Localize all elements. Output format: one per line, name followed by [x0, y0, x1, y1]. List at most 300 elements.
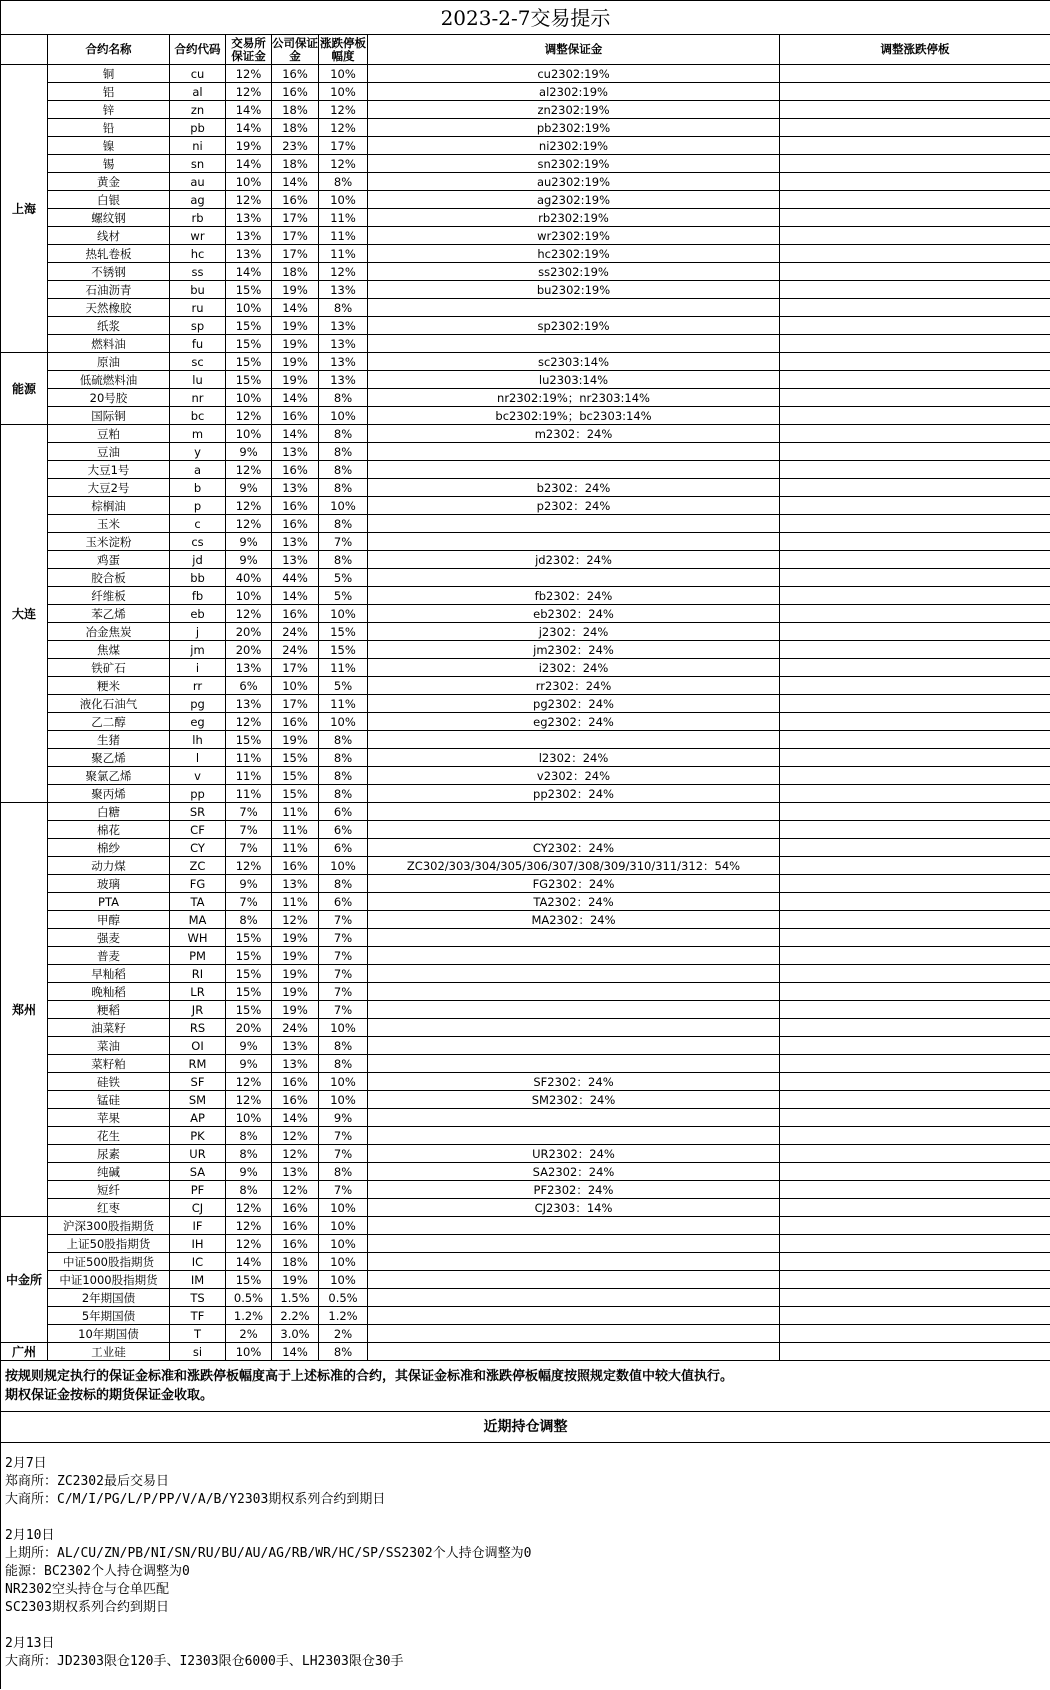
adjust-margin: [368, 947, 780, 965]
adjust-margin: TA2302：24%: [368, 893, 780, 911]
contract-code: WH: [170, 929, 226, 947]
table-row: [1, 875, 1050, 893]
table-row: [1, 749, 1050, 767]
exchange-margin: 12%: [226, 1235, 272, 1253]
adjust-margin: [368, 1253, 780, 1271]
company-margin: 14%: [272, 1109, 319, 1127]
exchange-margin: 10%: [226, 173, 272, 191]
contract-code: RM: [170, 1055, 226, 1073]
table-row: [1, 1181, 1050, 1199]
adjust-margin: sc2303:14%: [368, 353, 780, 371]
limit-range: 10%: [319, 1199, 368, 1217]
limit-range: 6%: [319, 893, 368, 911]
contract-code: SF: [170, 1073, 226, 1091]
company-margin: 1.5%: [272, 1289, 319, 1307]
exchange-margin: 9%: [226, 875, 272, 893]
limit-range: 13%: [319, 353, 368, 371]
exchange-margin: 8%: [226, 911, 272, 929]
exchange-margin: 7%: [226, 803, 272, 821]
table-row: [1, 1055, 1050, 1073]
adjust-limit: [780, 1091, 1050, 1109]
adjust-margin: pg2302：24%: [368, 695, 780, 713]
exchange-margin: 7%: [226, 893, 272, 911]
adjust-margin: zn2302:19%: [368, 101, 780, 119]
contract-code: eb: [170, 605, 226, 623]
table-row: [1, 1253, 1050, 1271]
limit-range: 5%: [319, 677, 368, 695]
table-row: [1, 533, 1050, 551]
exchange-margin: 9%: [226, 479, 272, 497]
table-row: [1, 1127, 1050, 1145]
exchange-margin: 12%: [226, 515, 272, 533]
contract-code: PK: [170, 1127, 226, 1145]
adjust-margin: SF2302：24%: [368, 1073, 780, 1091]
contract-code: eg: [170, 713, 226, 731]
adjust-limit: [780, 371, 1050, 389]
limit-range: 6%: [319, 821, 368, 839]
company-margin: 19%: [272, 929, 319, 947]
contract-code: zn: [170, 101, 226, 119]
contract-name: 红枣: [48, 1199, 170, 1217]
contract-code: a: [170, 461, 226, 479]
table-row: [1, 1217, 1050, 1235]
table-row: [1, 425, 1050, 443]
exchange-margin: 12%: [226, 605, 272, 623]
contract-name: 热轧卷板: [48, 245, 170, 263]
limit-range: 12%: [319, 101, 368, 119]
contract-code: i: [170, 659, 226, 677]
limit-range: 5%: [319, 569, 368, 587]
company-margin: 23%: [272, 137, 319, 155]
contract-name: 铝: [48, 83, 170, 101]
adjust-limit: [780, 875, 1050, 893]
adjust-limit: [780, 173, 1050, 191]
company-margin: 16%: [272, 65, 319, 83]
limit-range: 10%: [319, 605, 368, 623]
contract-code: pp: [170, 785, 226, 803]
contract-name: 原油: [48, 353, 170, 371]
adjust-margin: nr2302:19%；nr2303:14%: [368, 389, 780, 407]
contract-code: p: [170, 497, 226, 515]
contract-code: MA: [170, 911, 226, 929]
contract-name: 玉米: [48, 515, 170, 533]
company-margin: 16%: [272, 1235, 319, 1253]
contract-name: 黄金: [48, 173, 170, 191]
contract-name: 焦煤: [48, 641, 170, 659]
contract-code: TS: [170, 1289, 226, 1307]
adjust-margin: CY2302：24%: [368, 839, 780, 857]
contract-name: 聚氯乙烯: [48, 767, 170, 785]
exchange-margin: 11%: [226, 749, 272, 767]
contract-code: m: [170, 425, 226, 443]
contract-code: v: [170, 767, 226, 785]
company-margin: 15%: [272, 785, 319, 803]
company-margin: 11%: [272, 839, 319, 857]
exchange-margin: 0.5%: [226, 1289, 272, 1307]
company-margin: 15%: [272, 749, 319, 767]
exchange-margin: 10%: [226, 1343, 272, 1361]
contract-name: 强麦: [48, 929, 170, 947]
limit-range: 11%: [319, 245, 368, 263]
adjust-margin: v2302：24%: [368, 767, 780, 785]
table-row: [1, 1289, 1050, 1307]
contract-code: au: [170, 173, 226, 191]
company-margin: 18%: [272, 101, 319, 119]
exchange-margin: 8%: [226, 1145, 272, 1163]
contract-name: 2年期国债: [48, 1289, 170, 1307]
exchange-margin: 15%: [226, 353, 272, 371]
adjust-limit: [780, 1037, 1050, 1055]
adjust-margin: b2302：24%: [368, 479, 780, 497]
contract-name: 玻璃: [48, 875, 170, 893]
company-margin: 17%: [272, 227, 319, 245]
contract-code: AP: [170, 1109, 226, 1127]
contract-code: ag: [170, 191, 226, 209]
adjust-margin: SM2302：24%: [368, 1091, 780, 1109]
adjust-limit: [780, 1001, 1050, 1019]
header-exchange: [1, 35, 48, 65]
company-margin: 14%: [272, 425, 319, 443]
company-margin: 2.2%: [272, 1307, 319, 1325]
exchange-margin: 12%: [226, 1199, 272, 1217]
recent-line: 大商所：JD2303限仓120手、I2303限仓6000手、LH2303限仓30手: [5, 1654, 404, 1669]
contract-name: 短纤: [48, 1181, 170, 1199]
limit-range: 7%: [319, 1127, 368, 1145]
adjust-limit: [780, 1235, 1050, 1253]
limit-range: 10%: [319, 191, 368, 209]
adjust-margin: [368, 1055, 780, 1073]
company-margin: 16%: [272, 857, 319, 875]
adjust-margin: l2302：24%: [368, 749, 780, 767]
exchange-margin: 14%: [226, 155, 272, 173]
table-row: [1, 551, 1050, 569]
exchange-margin: 12%: [226, 65, 272, 83]
contract-name: 工业硅: [48, 1343, 170, 1361]
adjust-limit: [780, 353, 1050, 371]
table-row: [1, 1037, 1050, 1055]
exchange-margin: 13%: [226, 245, 272, 263]
contract-name: 豆粕: [48, 425, 170, 443]
contract-code: sn: [170, 155, 226, 173]
adjust-margin: [368, 461, 780, 479]
adjust-margin: fb2302：24%: [368, 587, 780, 605]
company-margin: 16%: [272, 191, 319, 209]
contract-code: cu: [170, 65, 226, 83]
adjust-margin: p2302：24%: [368, 497, 780, 515]
adjust-margin: [368, 1343, 780, 1361]
table-row: [1, 713, 1050, 731]
table-row: [1, 281, 1050, 299]
adjust-limit: [780, 1271, 1050, 1289]
contract-code: IC: [170, 1253, 226, 1271]
adjust-limit: [780, 965, 1050, 983]
adjust-limit: [780, 1325, 1050, 1343]
contract-name: 菜油: [48, 1037, 170, 1055]
exchange-margin: 12%: [226, 1217, 272, 1235]
table-row: [1, 1073, 1050, 1091]
contract-name: 液化石油气: [48, 695, 170, 713]
table-row: [1, 947, 1050, 965]
adjust-limit: [780, 1163, 1050, 1181]
table-row: [1, 263, 1050, 281]
contract-name: 粳稻: [48, 1001, 170, 1019]
adjust-margin: i2302：24%: [368, 659, 780, 677]
contract-name: PTA: [48, 893, 170, 911]
exchange-margin: 14%: [226, 101, 272, 119]
adjust-margin: [368, 1109, 780, 1127]
limit-range: 6%: [319, 839, 368, 857]
limit-range: 8%: [319, 1163, 368, 1181]
limit-range: 8%: [319, 749, 368, 767]
adjust-limit: [780, 389, 1050, 407]
company-margin: 17%: [272, 245, 319, 263]
adjust-margin: [368, 1271, 780, 1289]
contract-name: 10年期国债: [48, 1325, 170, 1343]
table-row: [1, 497, 1050, 515]
table-row: [1, 191, 1050, 209]
exchange-margin: 12%: [226, 1091, 272, 1109]
adjust-limit: [780, 659, 1050, 677]
company-margin: 18%: [272, 119, 319, 137]
exchange-margin: 1.2%: [226, 1307, 272, 1325]
exchange-margin: 15%: [226, 731, 272, 749]
contract-name: 鸡蛋: [48, 551, 170, 569]
contract-code: fb: [170, 587, 226, 605]
adjust-limit: [780, 1073, 1050, 1091]
contract-code: PF: [170, 1181, 226, 1199]
adjust-limit: [780, 551, 1050, 569]
exchange-cell: 广州: [1, 1343, 48, 1361]
contract-name: 沪深300股指期货: [48, 1217, 170, 1235]
limit-range: 11%: [319, 209, 368, 227]
adjust-limit: [780, 335, 1050, 353]
adjust-limit: [780, 407, 1050, 425]
table-row: [1, 407, 1050, 425]
adjust-margin: bu2302:19%: [368, 281, 780, 299]
company-margin: 19%: [272, 353, 319, 371]
contract-name: 棕榈油: [48, 497, 170, 515]
adjust-limit: [780, 1181, 1050, 1199]
contract-code: UR: [170, 1145, 226, 1163]
contract-name: 20号胶: [48, 389, 170, 407]
contract-name: 聚乙烯: [48, 749, 170, 767]
exchange-margin: 12%: [226, 713, 272, 731]
adjust-margin: FG2302：24%: [368, 875, 780, 893]
contract-code: j: [170, 623, 226, 641]
adjust-margin: [368, 1127, 780, 1145]
adjust-margin: wr2302:19%: [368, 227, 780, 245]
contract-code: sc: [170, 353, 226, 371]
table-row: [1, 83, 1050, 101]
contract-name: 苹果: [48, 1109, 170, 1127]
contract-name: 粳米: [48, 677, 170, 695]
contract-code: IM: [170, 1271, 226, 1289]
limit-range: 12%: [319, 155, 368, 173]
exchange-cell: 郑州: [1, 803, 48, 1217]
limit-range: 10%: [319, 407, 368, 425]
adjust-limit: [780, 677, 1050, 695]
exchange-margin: 40%: [226, 569, 272, 587]
table-row: [1, 1091, 1050, 1109]
exchange-margin: 12%: [226, 857, 272, 875]
adjust-limit: [780, 857, 1050, 875]
adjust-limit: [780, 425, 1050, 443]
exchange-cell: 能源: [1, 353, 48, 425]
exchange-margin: 11%: [226, 785, 272, 803]
exchange-margin: 10%: [226, 587, 272, 605]
adjust-margin: lu2303:14%: [368, 371, 780, 389]
contract-name: 白银: [48, 191, 170, 209]
contract-name: 铅: [48, 119, 170, 137]
contract-name: 国际铜: [48, 407, 170, 425]
contract-name: 早籼稻: [48, 965, 170, 983]
adjust-limit: [780, 443, 1050, 461]
adjust-margin: MA2302：24%: [368, 911, 780, 929]
table-row: [1, 659, 1050, 677]
adjust-limit: [780, 587, 1050, 605]
limit-range: 10%: [319, 1073, 368, 1091]
contract-code: IF: [170, 1217, 226, 1235]
contract-name: 铁矿石: [48, 659, 170, 677]
exchange-margin: 9%: [226, 1055, 272, 1073]
contract-code: FG: [170, 875, 226, 893]
recent-adjustments: [1, 1443, 1050, 1690]
header-adjust-margin: 调整保证金: [368, 35, 780, 65]
adjust-limit: [780, 767, 1050, 785]
exchange-margin: 13%: [226, 227, 272, 245]
table-row: [1, 767, 1050, 785]
limit-range: 7%: [319, 947, 368, 965]
adjust-margin: UR2302：24%: [368, 1145, 780, 1163]
adjust-margin: [368, 443, 780, 461]
company-margin: 16%: [272, 83, 319, 101]
adjust-margin: ag2302:19%: [368, 191, 780, 209]
company-margin: 17%: [272, 209, 319, 227]
table-row: [1, 461, 1050, 479]
company-margin: 24%: [272, 1019, 319, 1037]
contract-name: 棉花: [48, 821, 170, 839]
company-margin: 16%: [272, 1217, 319, 1235]
adjust-margin: [368, 821, 780, 839]
adjust-limit: [780, 497, 1050, 515]
contract-code: pg: [170, 695, 226, 713]
limit-range: 8%: [319, 1055, 368, 1073]
adjust-limit: [780, 101, 1050, 119]
recent-line: 大商所：C/M/I/PG/L/P/PP/V/A/B/Y2303期权系列合约到期日: [5, 1492, 386, 1507]
table-row: [1, 605, 1050, 623]
adjust-margin: al2302:19%: [368, 83, 780, 101]
adjust-limit: [780, 983, 1050, 1001]
table-row: [1, 1325, 1050, 1343]
table-row: [1, 1199, 1050, 1217]
contract-name: 硅铁: [48, 1073, 170, 1091]
adjust-margin: rr2302：24%: [368, 677, 780, 695]
contract-code: al: [170, 83, 226, 101]
company-margin: 19%: [272, 317, 319, 335]
table-row: [1, 389, 1050, 407]
exchange-margin: 12%: [226, 461, 272, 479]
adjust-margin: [368, 929, 780, 947]
contract-code: ni: [170, 137, 226, 155]
contract-code: CF: [170, 821, 226, 839]
header-limit: 涨跌停板幅度: [320, 35, 366, 63]
exchange-margin: 12%: [226, 497, 272, 515]
exchange-margin: 8%: [226, 1127, 272, 1145]
adjust-margin: [368, 533, 780, 551]
company-margin: 13%: [272, 533, 319, 551]
table-row: [1, 227, 1050, 245]
exchange-margin: 13%: [226, 695, 272, 713]
contract-name: 镍: [48, 137, 170, 155]
company-margin: 16%: [272, 497, 319, 515]
exchange-margin: 10%: [226, 389, 272, 407]
contract-name: 玉米淀粉: [48, 533, 170, 551]
limit-range: 8%: [319, 515, 368, 533]
exchange-margin: 14%: [226, 263, 272, 281]
company-margin: 12%: [272, 911, 319, 929]
table-row: [1, 353, 1050, 371]
table-row: [1, 641, 1050, 659]
exchange-margin: 14%: [226, 1253, 272, 1271]
adjust-limit: [780, 65, 1050, 83]
contract-code: RI: [170, 965, 226, 983]
header-adjust-limit: 调整涨跌停板: [780, 35, 1050, 65]
adjust-limit: [780, 191, 1050, 209]
adjust-margin: j2302：24%: [368, 623, 780, 641]
contract-code: CY: [170, 839, 226, 857]
exchange-margin: 13%: [226, 209, 272, 227]
contract-code: ru: [170, 299, 226, 317]
header-row: [1, 35, 1050, 65]
adjust-limit: [780, 1343, 1050, 1361]
contract-name: 尿素: [48, 1145, 170, 1163]
exchange-margin: 6%: [226, 677, 272, 695]
contract-code: jm: [170, 641, 226, 659]
exchange-margin: 15%: [226, 317, 272, 335]
company-margin: 19%: [272, 983, 319, 1001]
adjust-margin: jm2302：24%: [368, 641, 780, 659]
limit-range: 8%: [319, 425, 368, 443]
limit-range: 7%: [319, 983, 368, 1001]
exchange-margin: 20%: [226, 623, 272, 641]
contract-name: 燃料油: [48, 335, 170, 353]
adjust-margin: [368, 731, 780, 749]
limit-range: 8%: [319, 299, 368, 317]
company-margin: 13%: [272, 479, 319, 497]
contract-code: CJ: [170, 1199, 226, 1217]
adjust-limit: [780, 1217, 1050, 1235]
adjust-margin: [368, 299, 780, 317]
contract-code: lu: [170, 371, 226, 389]
recent-group: [5, 1455, 1046, 1509]
exchange-margin: 20%: [226, 1019, 272, 1037]
limit-range: 0.5%: [319, 1289, 368, 1307]
exchange-margin: 7%: [226, 839, 272, 857]
table-row: [1, 1145, 1050, 1163]
company-margin: 11%: [272, 821, 319, 839]
contract-name: 天然橡胶: [48, 299, 170, 317]
limit-range: 7%: [319, 1145, 368, 1163]
exchange-margin: 15%: [226, 281, 272, 299]
exchange-margin: 9%: [226, 1163, 272, 1181]
company-margin: 14%: [272, 389, 319, 407]
contract-code: lh: [170, 731, 226, 749]
adjust-limit: [780, 263, 1050, 281]
limit-range: 8%: [319, 731, 368, 749]
recent-group: [5, 1635, 1046, 1671]
limit-range: 12%: [319, 263, 368, 281]
exchange-margin: 11%: [226, 767, 272, 785]
